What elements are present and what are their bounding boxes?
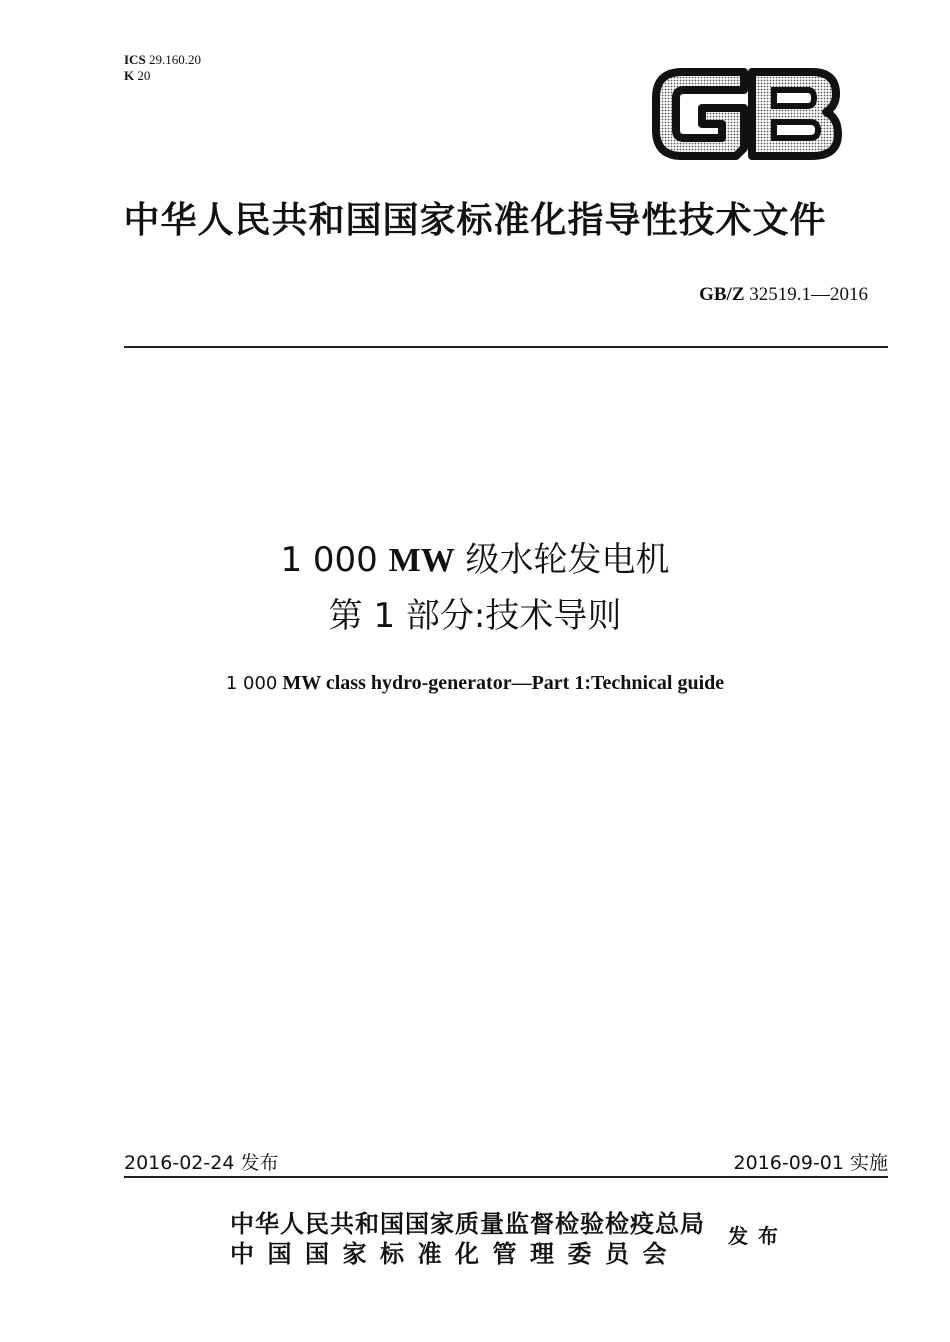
standard-number (699, 284, 868, 306)
ics-line (124, 52, 201, 68)
title-english-text: MW class hydro-generator—Part 1:Technical guide (282, 672, 725, 694)
standard-prefix: GB/Z (699, 284, 745, 305)
header-divider (124, 346, 888, 348)
footer-divider (124, 1176, 888, 1178)
title-unit: MW (388, 542, 455, 579)
ccs-line (124, 68, 201, 84)
implementation-date: 2016-09-01 实施 (733, 1152, 888, 1174)
classification-codes (124, 52, 201, 84)
issue-date: 2016-02-24 发布 (124, 1152, 279, 1174)
title-chinese: 级水轮发电机 (465, 540, 670, 580)
issuer-sac: 中国国家标准化管理委员会 (230, 1240, 680, 1268)
publish-label: 发布 (728, 1224, 788, 1248)
title-english-number: 1 000 (225, 673, 278, 694)
ics-label: ICS (124, 52, 146, 67)
issuer-aqsiq: 中华人民共和国国家质量监督检验检疫总局 (230, 1210, 705, 1238)
title-line-2: 第 1 部分:技术导则 (328, 596, 622, 636)
standard-code: 32519.1—2016 (749, 284, 868, 305)
title-line-1 (0, 532, 950, 581)
title-english (0, 672, 950, 695)
gb-logo-icon (652, 64, 842, 164)
ccs-code: 20 (137, 68, 151, 83)
ics-code: 29.160.20 (148, 52, 201, 67)
ccs-label: K (124, 68, 135, 83)
standard-type: 中华人民共和国国家标准化指导性技术文件 (123, 200, 827, 241)
title-number: 1 000 (280, 540, 378, 580)
